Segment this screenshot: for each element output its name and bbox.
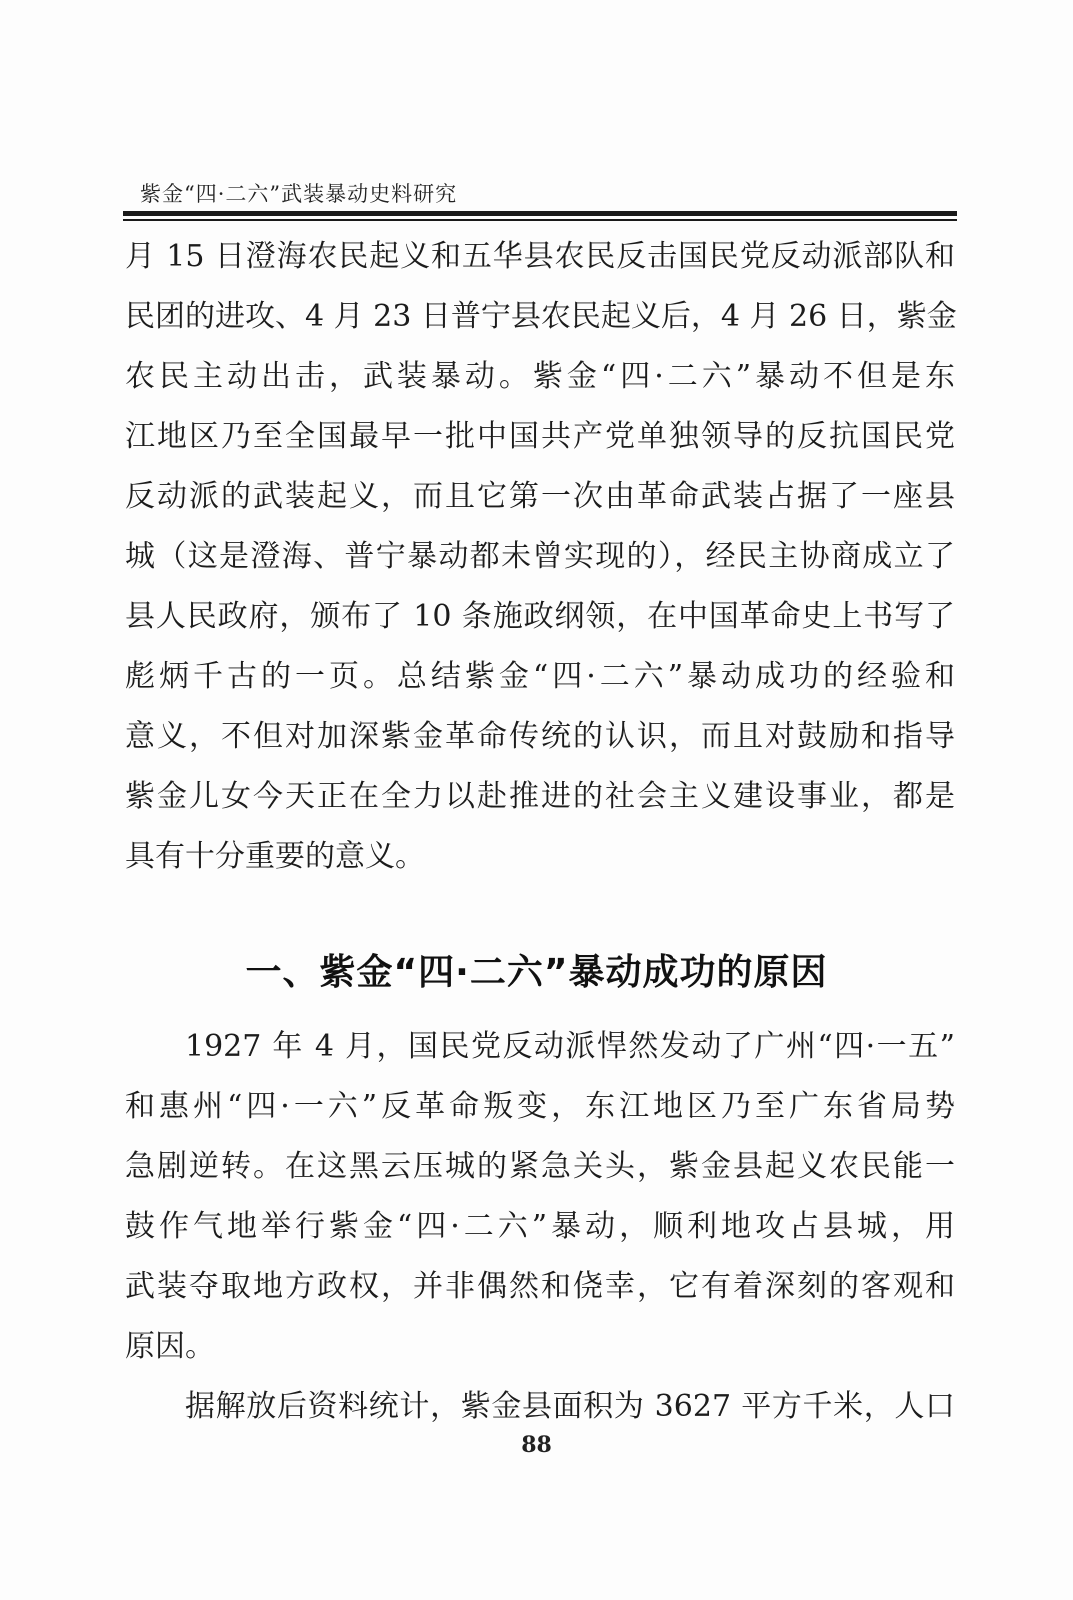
text-line: 紫金儿女今天正在全力以赴推进的社会主义建设事业，都是 [125,779,955,814]
text-line: 民团的进攻、4 月 23 日普宁县农民起义后，4 月 26 日，紫金 [125,299,957,334]
text-line: 武装夺取地方政权，并非偶然和侥幸，它有着深刻的客观和 [125,1269,955,1304]
page-number: 88 [521,1432,552,1458]
text-line: 具有十分重要的意义。 [125,839,425,874]
text-line: 据解放后资料统计，紫金县面积为 3627 平方千米，人口 [185,1389,955,1424]
paragraph-causes [125,1017,955,1437]
text-line: 彪炳千古的一页。总结紫金“四·二六”暴动成功的经验和 [125,659,955,694]
text-line: 县人民政府，颁布了 10 条施政纲领，在中国革命史上书写了 [125,599,955,634]
paragraph-continued [125,227,955,887]
header-rule-thin [123,219,957,221]
running-header: 紫金“四·二六”武装暴动史料研究 [140,182,458,206]
text-line: 江地区乃至全国最早一批中国共产党单独领导的反抗国民党 [125,419,955,454]
text-line: 月 15 日澄海农民起义和五华县农民反击国民党反动派部队和 [125,239,955,274]
section-heading: 一、紫金“四·二六”暴动成功的原因 [245,952,828,993]
text-line: 和惠州“四·一六”反革命叛变，东江地区乃至广东省局势 [125,1089,955,1124]
header-rule-thick [123,211,957,216]
text-line: 农民主动出击，武装暴动。紫金“四·二六”暴动不但是东 [125,359,955,394]
text-line: 急剧逆转。在这黑云压城的紧急关头，紫金县起义农民能一 [125,1149,955,1184]
text-line: 1927 年 4 月，国民党反动派悍然发动了广州“四·一五” [185,1029,955,1064]
text-line: 城（这是澄海、普宁暴动都未曾实现的），经民主协商成立了 [125,539,955,574]
text-line: 鼓作气地举行紫金“四·二六”暴动，顺利地攻占县城，用 [125,1209,955,1244]
text-line: 原因。 [125,1329,215,1364]
text-line: 意义，不但对加深紫金革命传统的认识，而且对鼓励和指导 [125,719,955,754]
text-line: 反动派的武装起义，而且它第一次由革命武装占据了一座县 [125,479,955,514]
